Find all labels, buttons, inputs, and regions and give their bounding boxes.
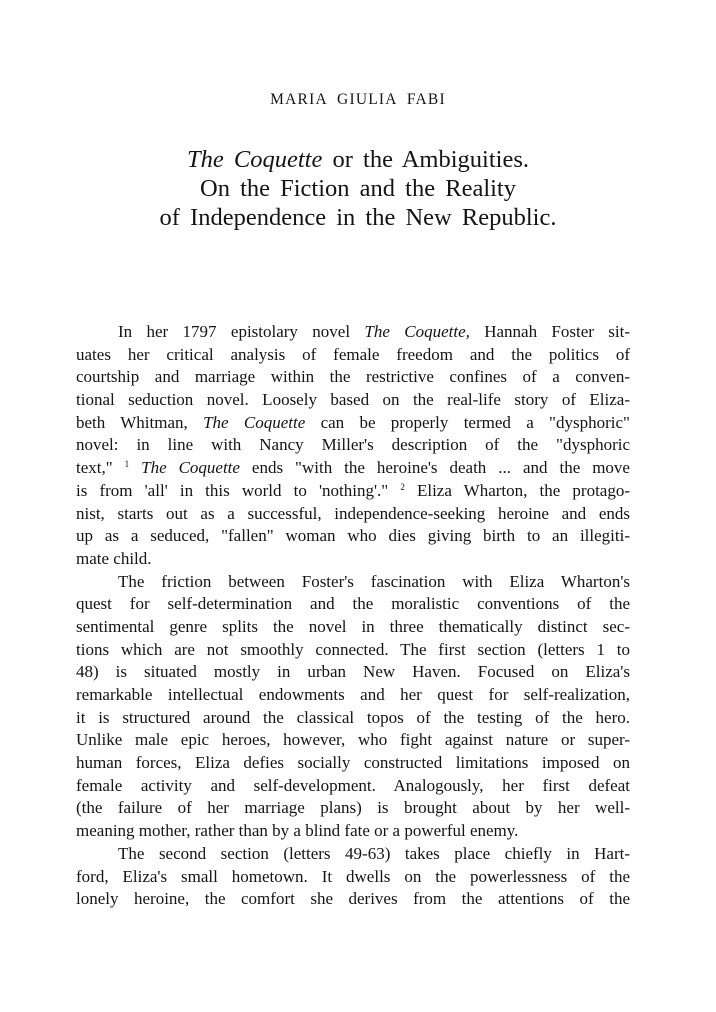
text-line <box>76 480 630 503</box>
text-run: can be properly termed a "dysphoric" <box>305 412 630 432</box>
title-line-1 <box>0 145 716 174</box>
title-italic-work: The Coquette <box>187 146 323 173</box>
text-line <box>76 412 630 435</box>
text-run: text," <box>76 458 125 478</box>
italic-work-title: The Coquette <box>129 458 240 478</box>
text-line: it is structured around the classical topos of the testing of the hero. <box>76 707 630 727</box>
text-run: ends "with the heroine's death ... and the move <box>239 458 630 478</box>
text-line: remarkable intellectual endowments and her quest for self-realization, <box>76 685 630 704</box>
text-line: The friction between Foster's fascination with Eliza Wharton's <box>118 571 630 591</box>
title-line-3: of Independence in the New Republic. <box>159 204 557 231</box>
text-line: tions which are not smoothly connected. The first section (letters 1 to <box>76 639 630 659</box>
text-line: up as a seduced, "fallen" woman who dies giving birth to an illegiti- <box>76 526 630 546</box>
text-line: 48) is situated mostly in urban New Haven. Focused on Eliza's <box>76 662 630 682</box>
text-line: quest for self-determination and the moralistic conventions of the <box>76 594 630 614</box>
footnote-marker: 2 <box>400 481 405 492</box>
text-line: novel: in line with Nancy Miller's description of the "dysphoric <box>76 435 630 455</box>
text-line: ford, Eliza's small hometown. It dwells on the powerlessness of the <box>76 866 630 886</box>
text-line: nist, starts out as a successful, independence-seeking heroine and ends <box>76 503 630 523</box>
body-text <box>76 321 630 911</box>
text-line: lonely heroine, the comfort she derives from the attentions of the <box>76 889 630 909</box>
title-line-1-rest: or the Ambiguities. <box>322 146 529 173</box>
text-run: is from 'all' in this world to 'nothing'." <box>76 480 401 500</box>
text-line: female activity and self-development. Analogously, her first defeat <box>76 775 630 795</box>
text-run: Hannah Foster sit- <box>469 322 630 341</box>
italic-work-title: The Coquette, <box>364 322 470 341</box>
text-line: human forces, Eliza defies socially constructed limitations imposed on <box>76 753 630 773</box>
text-line: mate child. <box>76 548 152 568</box>
text-run: Eliza Wharton, the protago- <box>404 480 630 500</box>
article-title <box>0 145 716 232</box>
text-line: Unlike male epic heroes, however, who fight against nature or super- <box>76 730 630 750</box>
title-line-2: On the Fiction and the Reality <box>200 175 516 202</box>
text-line: (the failure of her marriage plans) is brought about by her well- <box>76 798 630 818</box>
text-line <box>76 321 630 344</box>
text-run: beth Whitman, <box>76 412 204 432</box>
text-line: sentimental genre splits the novel in three thematically distinct sec- <box>76 616 630 636</box>
italic-work-title: The Coquette <box>203 412 306 432</box>
text-line: tional seduction novel. Loosely based on the real-life story of Eliza- <box>76 390 630 410</box>
text-line: The second section (letters 49-63) takes place chiefly in Hart- <box>118 843 630 863</box>
text-line: uates her critical analysis of female freedom and the politics of <box>76 344 630 364</box>
text-line <box>76 457 630 480</box>
text-line: meaning mother, rather than by a blind fate or a powerful enemy. <box>76 821 519 841</box>
footnote-marker: 1 <box>124 459 130 470</box>
text-run: In her 1797 epistolary novel <box>118 322 365 341</box>
author-name: MARIA GIULIA FABI <box>270 91 446 108</box>
text-line: courtship and marriage within the restrictive confines of a conven- <box>76 367 630 387</box>
